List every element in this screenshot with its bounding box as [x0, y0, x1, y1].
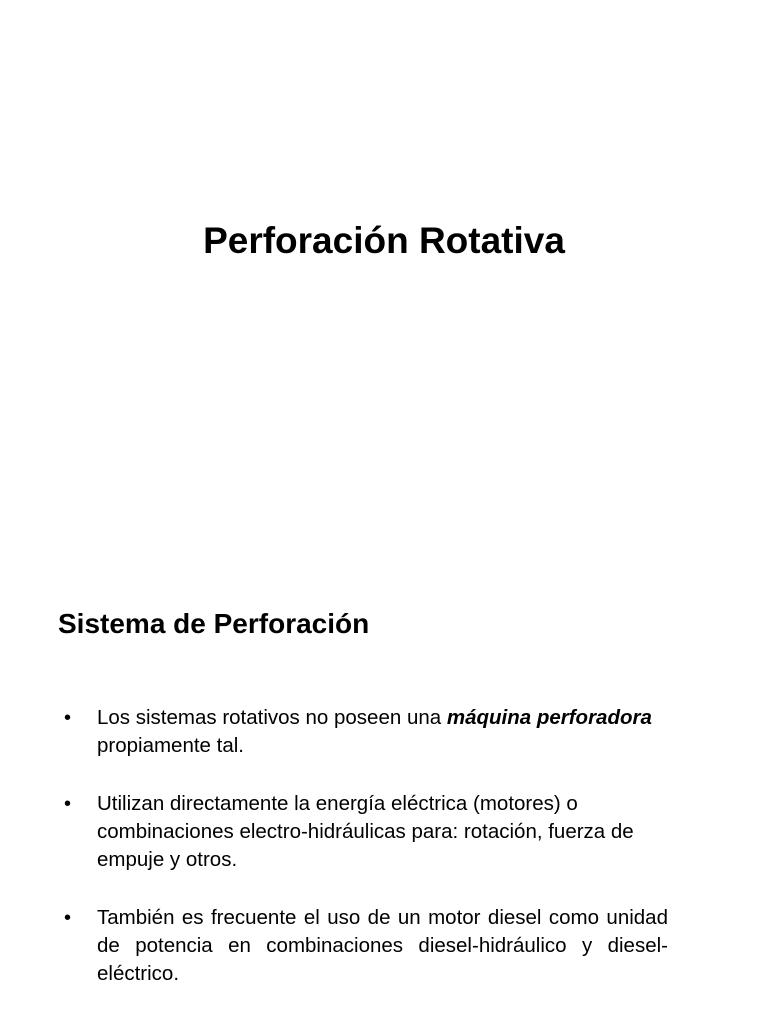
content-slide: [0, 576, 768, 1024]
bullet-item: [64, 790, 668, 874]
slide-title: Perforación Rotativa: [203, 220, 565, 261]
bullet-list: [64, 704, 668, 1018]
bullet-icon: •: [64, 793, 72, 815]
bullet-emphasis: máquina perforadora: [446, 706, 652, 729]
bullet-icon: •: [64, 907, 72, 929]
bullet-text-after: propiamente tal.: [97, 734, 245, 757]
section-heading: Sistema de Perforación: [58, 608, 370, 639]
bullet-text: También es frecuente el uso de un motor diesel como unidad de potencia en combinaciones diesel-hidráulico y diesel-eléctrico.: [97, 906, 668, 985]
bullet-text-before: Los sistemas rotativos no poseen una: [97, 706, 447, 729]
bullet-icon: •: [64, 707, 72, 729]
bullet-item: [64, 704, 668, 760]
bullet-text: Utilizan directamente la energía eléctrica (motores) o combinaciones electro-hidráulicas para: rotación, fuerza de empuje y otros.: [97, 792, 634, 871]
bullet-item: [64, 904, 668, 988]
